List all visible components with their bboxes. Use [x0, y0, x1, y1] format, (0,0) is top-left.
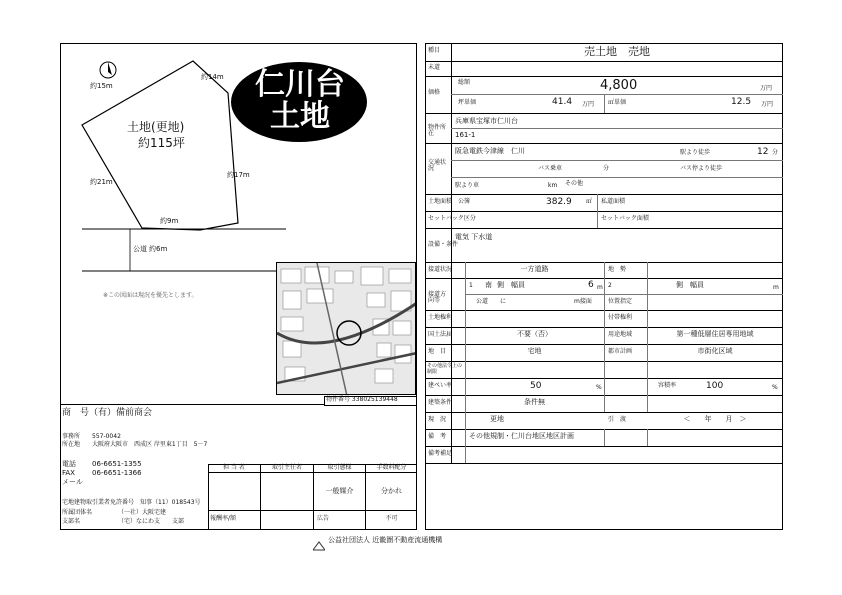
spec-line [597, 194, 598, 228]
m2-label: ㎡単価 [608, 99, 627, 106]
setback-label: セットバック区分 [428, 215, 476, 222]
item-title: 売土地 売地 [584, 45, 650, 58]
tsubo-unit: 万円 [582, 101, 595, 108]
walk-unit: 分 [772, 149, 779, 156]
association-logo-icon [313, 536, 325, 546]
spec-line [451, 160, 783, 161]
road-contact: m接面 [574, 298, 592, 305]
dim-top-right: 約14m [201, 73, 224, 81]
lot-area: 約115坪 [138, 136, 185, 150]
area-map [276, 262, 416, 395]
spec-line [425, 446, 783, 447]
zoning: 第一種低層住居専用地域 [676, 330, 754, 338]
bcr-unit: % [596, 384, 602, 391]
badge-line2: 土地 [270, 99, 330, 134]
branch: （宅）なにわ支 支部 [118, 518, 185, 525]
bcr: 50 [530, 381, 542, 391]
spec-line [604, 429, 605, 446]
road-label: 公道 [133, 245, 147, 253]
road1-side: 側 幅員 [497, 281, 525, 289]
contact-col1: 担 当 者 [223, 464, 245, 471]
status: 更地 [490, 415, 504, 423]
ad-value: 不可 [385, 515, 398, 522]
spec-line [425, 412, 783, 413]
status-label: 現 況 [428, 416, 447, 423]
setback-area: セットバック面積 [601, 215, 649, 222]
car-label: 駅より車 [455, 182, 480, 189]
spec-line [425, 228, 783, 229]
traffic-line: 阪急電鉄今津線 仁川 [455, 147, 525, 155]
item-label: 種目 [428, 47, 441, 54]
price-sub: 総額 [458, 79, 471, 86]
land-area-unit: ㎡ [586, 198, 593, 205]
road1-no: 1 [469, 282, 473, 289]
land-area: 382.9 [546, 197, 572, 207]
road1-width: 6 [588, 280, 594, 290]
spec-line [425, 463, 783, 464]
assoc: （一社）大阪宅建 [118, 509, 167, 516]
road-access-label: 接道状況 [428, 266, 453, 273]
contact-line [313, 464, 314, 530]
handover-label: 引 渡 [608, 416, 627, 423]
ad-label: 広告 [317, 515, 330, 522]
land-rights-label: 土地権利 [428, 314, 453, 321]
city-plan-label: 都市計画 [608, 348, 633, 355]
spec-line [425, 211, 783, 212]
road-dir-label: 接道方向等 [428, 291, 447, 304]
traffic-label: 交通状況 [428, 159, 447, 172]
price-value: 4,800 [600, 78, 638, 93]
contact-col2: 取引主任者 [271, 464, 302, 471]
land-law: 不要（否） [517, 330, 552, 338]
branch-label: 支部名 [62, 518, 81, 525]
spec-line [425, 113, 783, 114]
zoning-label: 用途地域 [608, 331, 633, 338]
road-access: 一方道路 [520, 265, 549, 273]
handover: ＜ 年 月 ＞ [683, 415, 747, 423]
land-law-label: 国土法届 [428, 331, 453, 338]
lot-label: 土地(更地) [127, 120, 185, 134]
spec-line [604, 94, 605, 113]
contact-line [260, 464, 261, 530]
badge-line1: 仁川台 [255, 67, 345, 102]
km-unit: km [548, 182, 558, 189]
road1-dir: 南 [485, 281, 492, 289]
location-1: 兵庫県宝塚市仁川台 [455, 117, 518, 125]
address-row: 未道 [428, 64, 441, 71]
trade-name: 商 号（有）備前商会 [62, 408, 153, 418]
price-label: 価格 [428, 89, 441, 96]
office-label: 事務所 [62, 433, 81, 440]
bus-unit: 分 [603, 165, 610, 172]
category: 宅地 [527, 347, 542, 355]
zip: 557-0042 [92, 433, 121, 440]
far-label: 容積率 [658, 382, 677, 389]
tel: 06-6651-1355 [92, 460, 142, 468]
spec-line [604, 262, 605, 412]
mediation: 一般媒介 [325, 487, 354, 495]
tel-label: 電話 [62, 460, 76, 468]
build-cond: 条件無 [524, 398, 545, 406]
tsubo-price: 41.4 [552, 97, 573, 107]
land-area-type: 公簿 [458, 198, 471, 205]
road1-unit: m [597, 284, 603, 291]
m2-price: 12.5 [731, 97, 752, 107]
dim-right: 約17m [227, 171, 250, 179]
walk-label: 駅より徒歩 [680, 149, 711, 156]
spec-line [451, 128, 783, 129]
road-width: 約6m [149, 245, 168, 253]
address: 大阪府大阪市 西成区 岸里東1丁目 5－7 [92, 441, 208, 448]
accept-label: 報酬率/額 [210, 515, 237, 522]
private-road: 私道面積 [601, 198, 626, 205]
road2-no: 2 [608, 282, 612, 289]
spec-line [451, 94, 783, 95]
category-label: 地 目 [428, 348, 447, 355]
split: 分かれ [381, 487, 402, 495]
spec-line [647, 429, 648, 446]
price-unit: 万円 [760, 85, 773, 92]
dim-top-left: 約15m [90, 82, 113, 90]
land-area-label: 土地面積 [428, 198, 453, 205]
location-2: 161-1 [455, 131, 476, 139]
fax: 06-6651-1366 [92, 469, 142, 477]
facilities-label: 設備・条件 [428, 241, 459, 248]
map-note: ※この図面は現況を優先とします。 [103, 292, 198, 299]
facilities: 電気 下水道 [455, 233, 493, 241]
spec-line [425, 76, 783, 77]
spec-line [425, 61, 783, 62]
fax-label: FAX [62, 469, 75, 477]
spec-line [451, 177, 783, 178]
far-unit: % [772, 384, 778, 391]
road2-unit: m [773, 284, 779, 291]
address-label: 所在地 [62, 441, 81, 448]
road-public: 公道 に [476, 298, 507, 305]
build-cond-label: 建築条件 [428, 399, 453, 406]
bus-label: バス乗車 [538, 165, 563, 172]
spec-line [425, 143, 783, 144]
dim-bottom: 約9m [160, 217, 179, 225]
contact-col4: 手数料配分 [376, 464, 407, 471]
m2-unit: 万円 [761, 101, 774, 108]
spec-line [465, 262, 466, 463]
rights-label: 付帯権利 [608, 314, 633, 321]
walk-value: 12 [757, 147, 769, 157]
spec-line [465, 294, 783, 295]
dim-left: 約21m [90, 178, 113, 186]
serial-number: 物件番号 338025139448 [326, 396, 398, 403]
remarks: その他規制・仁川台地区地区計画 [469, 432, 574, 440]
other-label: その他 [565, 180, 584, 187]
bus-walk: バス停より徒歩 [680, 165, 723, 172]
remarks-label: 備 考 [428, 433, 447, 440]
location-label: 物件所在 [428, 124, 447, 137]
tsubo-label: 坪単価 [458, 99, 477, 106]
road-designation: 位置指定 [608, 298, 633, 305]
road2-side: 側 幅員 [676, 281, 704, 289]
supplement-label: 備考補足 [428, 450, 453, 457]
other-limits: その他法令上の制限 [427, 363, 463, 375]
far: 100 [706, 381, 724, 391]
spec-line [425, 194, 783, 195]
mail-label: メール [62, 478, 83, 486]
license: 宅地建物取引業者免許番号 知事（11）018543号 [62, 499, 201, 506]
footer: 公益社団法人 近畿圏不動産流通機構 [328, 536, 443, 544]
ground-label: 地 勢 [608, 266, 627, 273]
assoc-label: 所属団体名 [62, 509, 93, 516]
contact-col3: 取引態様 [327, 464, 352, 471]
city-plan: 市街化区域 [697, 347, 733, 355]
bcr-label: 建ぺい率 [428, 382, 453, 389]
